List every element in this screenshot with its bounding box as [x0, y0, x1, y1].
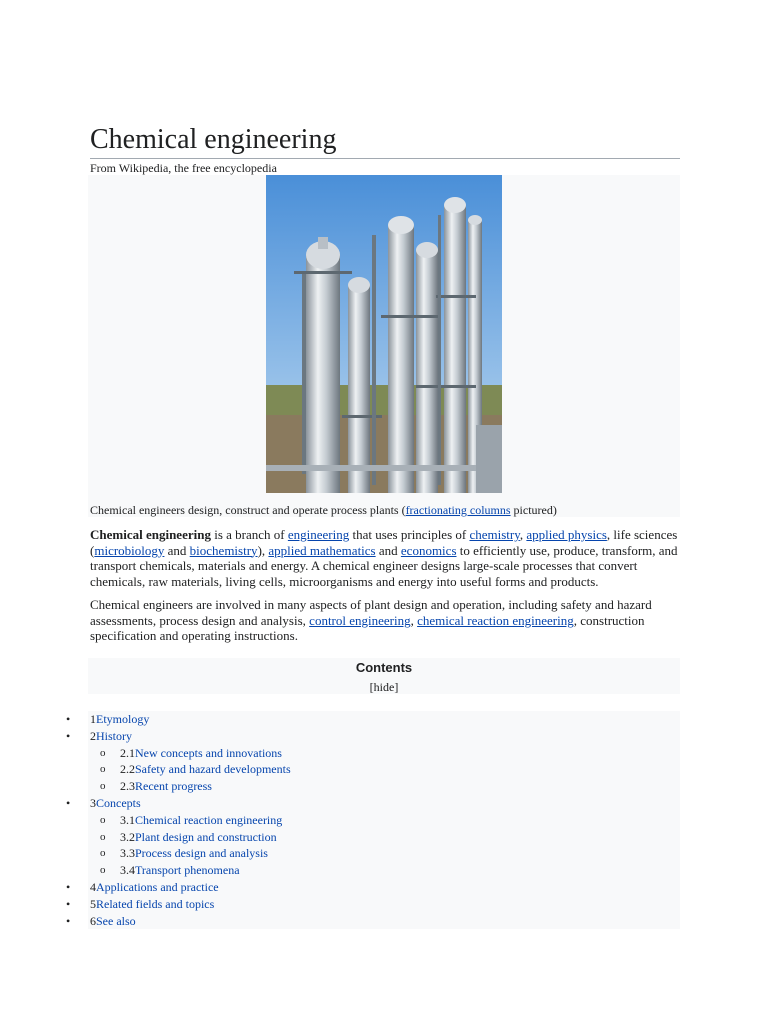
bullet-disc-icon: • [66, 879, 71, 894]
chemical-reaction-engineering-link[interactable]: chemical reaction engineering [417, 612, 574, 628]
toc-entry[interactable] [90, 795, 141, 812]
figure-caption [90, 502, 678, 518]
toc-number: 3.4 [120, 863, 135, 878]
chemistry-link[interactable]: chemistry [469, 527, 520, 542]
toc-number: 3.2 [120, 829, 135, 844]
intro-paragraph-2 [90, 597, 680, 644]
toc-item-safety-and-hazard-developments[interactable] [0, 761, 768, 778]
toc-item-transport-phenomena[interactable] [0, 862, 768, 879]
toc-entry[interactable] [90, 728, 132, 745]
toc-entry[interactable] [90, 879, 219, 896]
toc-item-new-concepts-and-innovations[interactable] [0, 745, 768, 762]
bullet-disc-icon: • [66, 795, 71, 810]
bold-term: Chemical engineering [90, 527, 211, 542]
toc-number: 3.3 [120, 846, 135, 861]
toc-entry[interactable] [120, 862, 240, 879]
paragraph-text: that uses principles of [349, 527, 470, 542]
toc-number: 3.1 [120, 812, 135, 827]
paragraph-text: ), [257, 542, 269, 558]
caption-text: Chemical engineers design, construct and operate process plants ( [90, 503, 406, 517]
toc-number: 3 [90, 795, 96, 810]
bullet-disc-icon: • [66, 728, 71, 743]
toc-number: 2.3 [120, 779, 135, 794]
toc-number: 4 [90, 879, 96, 894]
toc-link[interactable]: Recent progress [135, 779, 212, 794]
toc-entry[interactable] [120, 761, 291, 778]
economics-link[interactable]: economics [400, 542, 457, 558]
toc-link[interactable]: Concepts [96, 795, 141, 810]
toc-item-applications-and-practice[interactable] [0, 879, 768, 896]
bullet-disc-icon: • [66, 913, 71, 928]
page-title: Chemical engineering [90, 122, 680, 159]
microbiology-link[interactable]: microbiology [94, 542, 165, 558]
toc-link[interactable]: History [96, 728, 132, 743]
applied-physics-link[interactable]: applied physics [526, 527, 607, 542]
bullet-circle-icon: o [100, 763, 106, 776]
toc-entry[interactable] [90, 896, 214, 913]
toc-link[interactable]: Transport phenomena [135, 863, 240, 878]
toc-link[interactable]: Related fields and topics [96, 896, 215, 911]
toc-entry[interactable] [90, 711, 149, 728]
toc-hide-toggle[interactable]: [hide] [369, 680, 399, 694]
toc-link[interactable]: Chemical reaction engineering [135, 812, 283, 827]
toc-item-related-fields-and-topics[interactable] [0, 896, 768, 913]
caption-text-end: pictured) [510, 503, 557, 517]
paragraph-text: , life sciences ( [90, 527, 678, 558]
toc-entry[interactable] [120, 745, 282, 762]
toc-list [0, 711, 768, 929]
toc-number: 5 [90, 896, 96, 911]
toc-row-background [88, 913, 680, 930]
biochemistry-link[interactable]: biochemistry [189, 542, 258, 558]
paragraph-text: , [519, 527, 527, 542]
applied-mathematics-link[interactable]: applied mathematics [268, 542, 376, 558]
toc-item-plant-design-and-construction[interactable] [0, 829, 768, 846]
bullet-circle-icon: o [100, 864, 106, 877]
toc-number: 6 [90, 913, 96, 928]
toc-link[interactable]: Applications and practice [96, 879, 219, 894]
bullet-circle-icon: o [100, 830, 106, 843]
paragraph-text: and [164, 542, 190, 558]
site-tagline: From Wikipedia, the free encyclopedia [90, 161, 277, 175]
bullet-disc-icon: • [66, 712, 71, 726]
paragraph-text: , [410, 612, 418, 628]
paragraph-text: to efficiently use, produce, transform, and transport chemicals, materials and energy. A chemical engineer designs large-scale processes that convert chemicals, raw materials, living cells, microorganisms and energy into useful forms and products. [90, 542, 678, 589]
toc-item-see-also[interactable] [0, 913, 768, 930]
fractionating-columns-photo[interactable] [266, 175, 502, 493]
toc-title: Contents [355, 660, 413, 675]
paragraph-text: is a branch of [210, 527, 288, 542]
toc-entry[interactable] [90, 913, 136, 930]
toc-entry[interactable] [120, 845, 268, 862]
toc-number: 1 [90, 712, 96, 726]
toc-item-history[interactable] [0, 728, 768, 745]
toc-row-background [88, 795, 680, 812]
toc-item-chemical-reaction-engineering[interactable] [0, 812, 768, 829]
infobox-figure [88, 175, 680, 517]
toc-link[interactable]: Plant design and construction [135, 829, 277, 844]
bullet-circle-icon: o [100, 813, 106, 826]
toc-item-etymology[interactable] [0, 711, 768, 728]
paragraph-text: , construction specification and operating instructions. [90, 612, 645, 643]
paragraph-text: Chemical engineers are involved in many aspects of plant design and operation, including safety and hazard assessments, process design and analysis, [90, 597, 652, 628]
engineering-link[interactable]: engineering [287, 527, 350, 542]
toc-header [88, 658, 680, 694]
toc-entry[interactable] [120, 829, 277, 846]
toc-row-background [88, 711, 680, 728]
toc-link[interactable]: New concepts and innovations [135, 745, 282, 760]
fractionating-columns-link[interactable]: fractionating columns [405, 503, 511, 517]
toc-number: 2.1 [120, 745, 135, 760]
toc-link[interactable]: Process design and analysis [135, 846, 268, 861]
toc-item-concepts[interactable] [0, 795, 768, 812]
bullet-circle-icon: o [100, 780, 106, 793]
toc-entry[interactable] [120, 812, 282, 829]
toc-item-recent-progress[interactable] [0, 778, 768, 795]
toc-link[interactable]: See also [96, 913, 136, 928]
toc-link[interactable]: Etymology [96, 712, 150, 726]
bullet-circle-icon: o [100, 847, 106, 860]
toc-entry[interactable] [120, 778, 212, 795]
bullet-circle-icon: o [100, 746, 106, 759]
intro-paragraph-1 [90, 527, 680, 589]
bullet-disc-icon: • [66, 896, 71, 911]
toc-number: 2.2 [120, 762, 135, 777]
paragraph-text: and [375, 542, 401, 558]
toc-number: 2 [90, 728, 96, 743]
control-engineering-link[interactable]: control engineering [309, 612, 411, 628]
toc-row-background [88, 728, 680, 745]
toc-item-process-design-and-analysis[interactable] [0, 845, 768, 862]
toc-link[interactable]: Safety and hazard developments [135, 762, 291, 777]
